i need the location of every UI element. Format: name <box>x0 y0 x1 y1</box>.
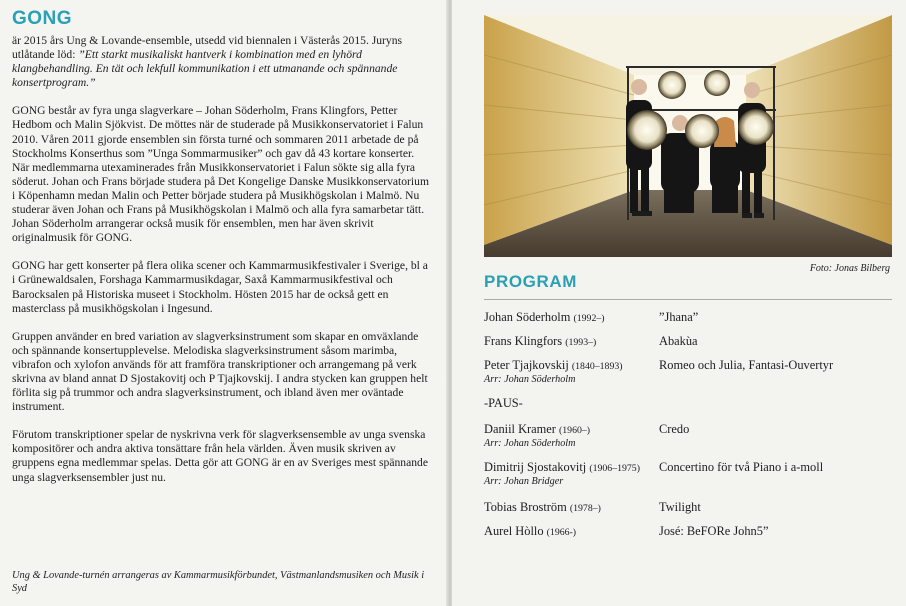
program-title: PROGRAM <box>484 272 577 291</box>
program-composer <box>484 334 596 349</box>
concerts-paragraph: GONG har gett konserter på flera olika scener och Kammarmusikfestivaler i Sverige, bl a i Grünewaldsalen, Forshaga Kammarmusikdagar, Saxå Kammarmusikfestival och Barocksalen på Historiska museet i Stockholm. Hösten 2015 har de också gett en masterclass på musikhögskolan i Ingesund. <box>12 259 428 315</box>
program-work: Romeo och Julia, Fantasi-Ouvertyr <box>659 358 834 372</box>
instruments-paragraph: Gruppen använder en bred variation av slagverksinstrument som skapar en omväxlande och spännande konsertupplevelse. Melodiska slagverksinstrument såsom marimba, vibrafon och xylofon används för att framföra transkriptioner och arrangemang på verk skrivna av bland annat D Sjostakovitj och P Tjajkovskij. I andra stycken kan gruppen helt förlita sig på trummor och andra slagverksinstrument, och ibland även mer oväntade instrument. <box>12 329 428 414</box>
program-divider <box>484 299 892 300</box>
composer-years: (1978–) <box>569 503 601 514</box>
composer-name: Frans Klingfors <box>484 334 563 348</box>
composer-years: (1960–) <box>559 425 591 436</box>
ensemble-photo <box>484 15 892 257</box>
program-work: Abakùa <box>659 334 698 348</box>
composer-name: Aurel Hòllo <box>484 524 544 538</box>
program-composer <box>484 500 601 515</box>
program-composer <box>484 422 590 437</box>
repertoire-paragraph: Förutom transkriptioner spelar de nyskrivna verk för slagverksensemble av unga svenska kompositörer och andra aktiva tonsättare från hela världen. Även musik skriven av gruppens egna medlemmar spelas. Detta gör att GONG är en av Sveriges mest spännande unga slagverksensembler just nu. <box>12 428 428 484</box>
composer-name: Peter Tjajkovskij <box>484 358 569 372</box>
program-composer <box>484 460 640 475</box>
ensemble-title: GONG <box>12 8 73 29</box>
composer-years: (1993–) <box>565 337 597 348</box>
composer-name: Daniil Kramer <box>484 422 556 436</box>
tour-footnote: Ung & Lovande-turnén arrangeras av Kammarmusikförbundet, Västmanlandsmusiken och Musik i Syd <box>12 570 425 594</box>
intro-text: är 2015 års Ung & Lovande-ensemble, utsedd vid biennalen i Västerås 2015. Juryns utlåtande löd: <box>12 34 403 62</box>
program-composer <box>484 310 605 325</box>
composer-name: Dimitrij Sjostakovitj <box>484 460 587 474</box>
program-work: Twilight <box>659 500 701 514</box>
composer-name: Johan Söderholm <box>484 310 571 324</box>
program-work: Credo <box>659 422 690 436</box>
intro-paragraph <box>12 34 434 90</box>
program-arranger: Arr: Johan Bridger <box>484 476 564 487</box>
program-intermission: -PAUS- <box>484 396 523 410</box>
members-paragraph: GONG består av fyra unga slagverkare – Johan Söderholm, Frans Klingfors, Petter Hedbom och Malin Sjökvist. De möttes när de studerade på Musikkonservatoriet i Falun 2010. Våren 2011 gjorde ensemblen sin första turné och sommaren 2011 arbetade de på Stockholms Konserthus som ”Unga Sommarmusiker” och gav då 43 kortare konserter. När medlemmarna utexaminerades från Musikkonservatoriet i Falun sökte sig alla fyra söderut. Johan och Frans började studera på Det Kongelige Danske Musikkonservatorium i Köpenhamn medan Malin och Petter började studera på Musikhögskolan i Malmö. Nu studerar även Johan och Frans på Musikhögskolan i Malmö och alla fyra samarbetar tätt. Johan Söderholm arrangerar också musik för ensemblen, men har även skrivit originalmusik för GONG. <box>12 104 429 245</box>
program-work: ”Jhana” <box>659 310 699 324</box>
program-composer <box>484 524 576 539</box>
composer-years: (1966-) <box>546 527 577 538</box>
tunnel-photo-illustration <box>484 15 892 257</box>
program-arranger: Arr: Johan Söderholm <box>484 374 576 385</box>
composer-years: (1906–1975) <box>589 463 640 474</box>
program-arranger: Arr: Johan Söderholm <box>484 438 576 449</box>
composer-years: (1992–) <box>573 313 605 324</box>
left-page <box>0 0 448 606</box>
photo-credit: Foto: Jonas Bilberg <box>809 263 890 274</box>
composer-years: (1840–1893) <box>571 361 623 372</box>
program-work: José: BeFORe John5” <box>659 524 769 538</box>
composer-name: Tobias Broström <box>484 500 567 514</box>
program-work: Concertino för två Piano i a-moll <box>659 460 824 474</box>
right-page <box>452 0 906 606</box>
jury-quote: ”Ett starkt musikaliskt hantverk i kombination med en lyhörd klangbehandling. En tät och lekfull kommunikation i ett utmanande och spännande konsertprogram.” <box>12 48 398 90</box>
program-composer <box>484 358 623 373</box>
